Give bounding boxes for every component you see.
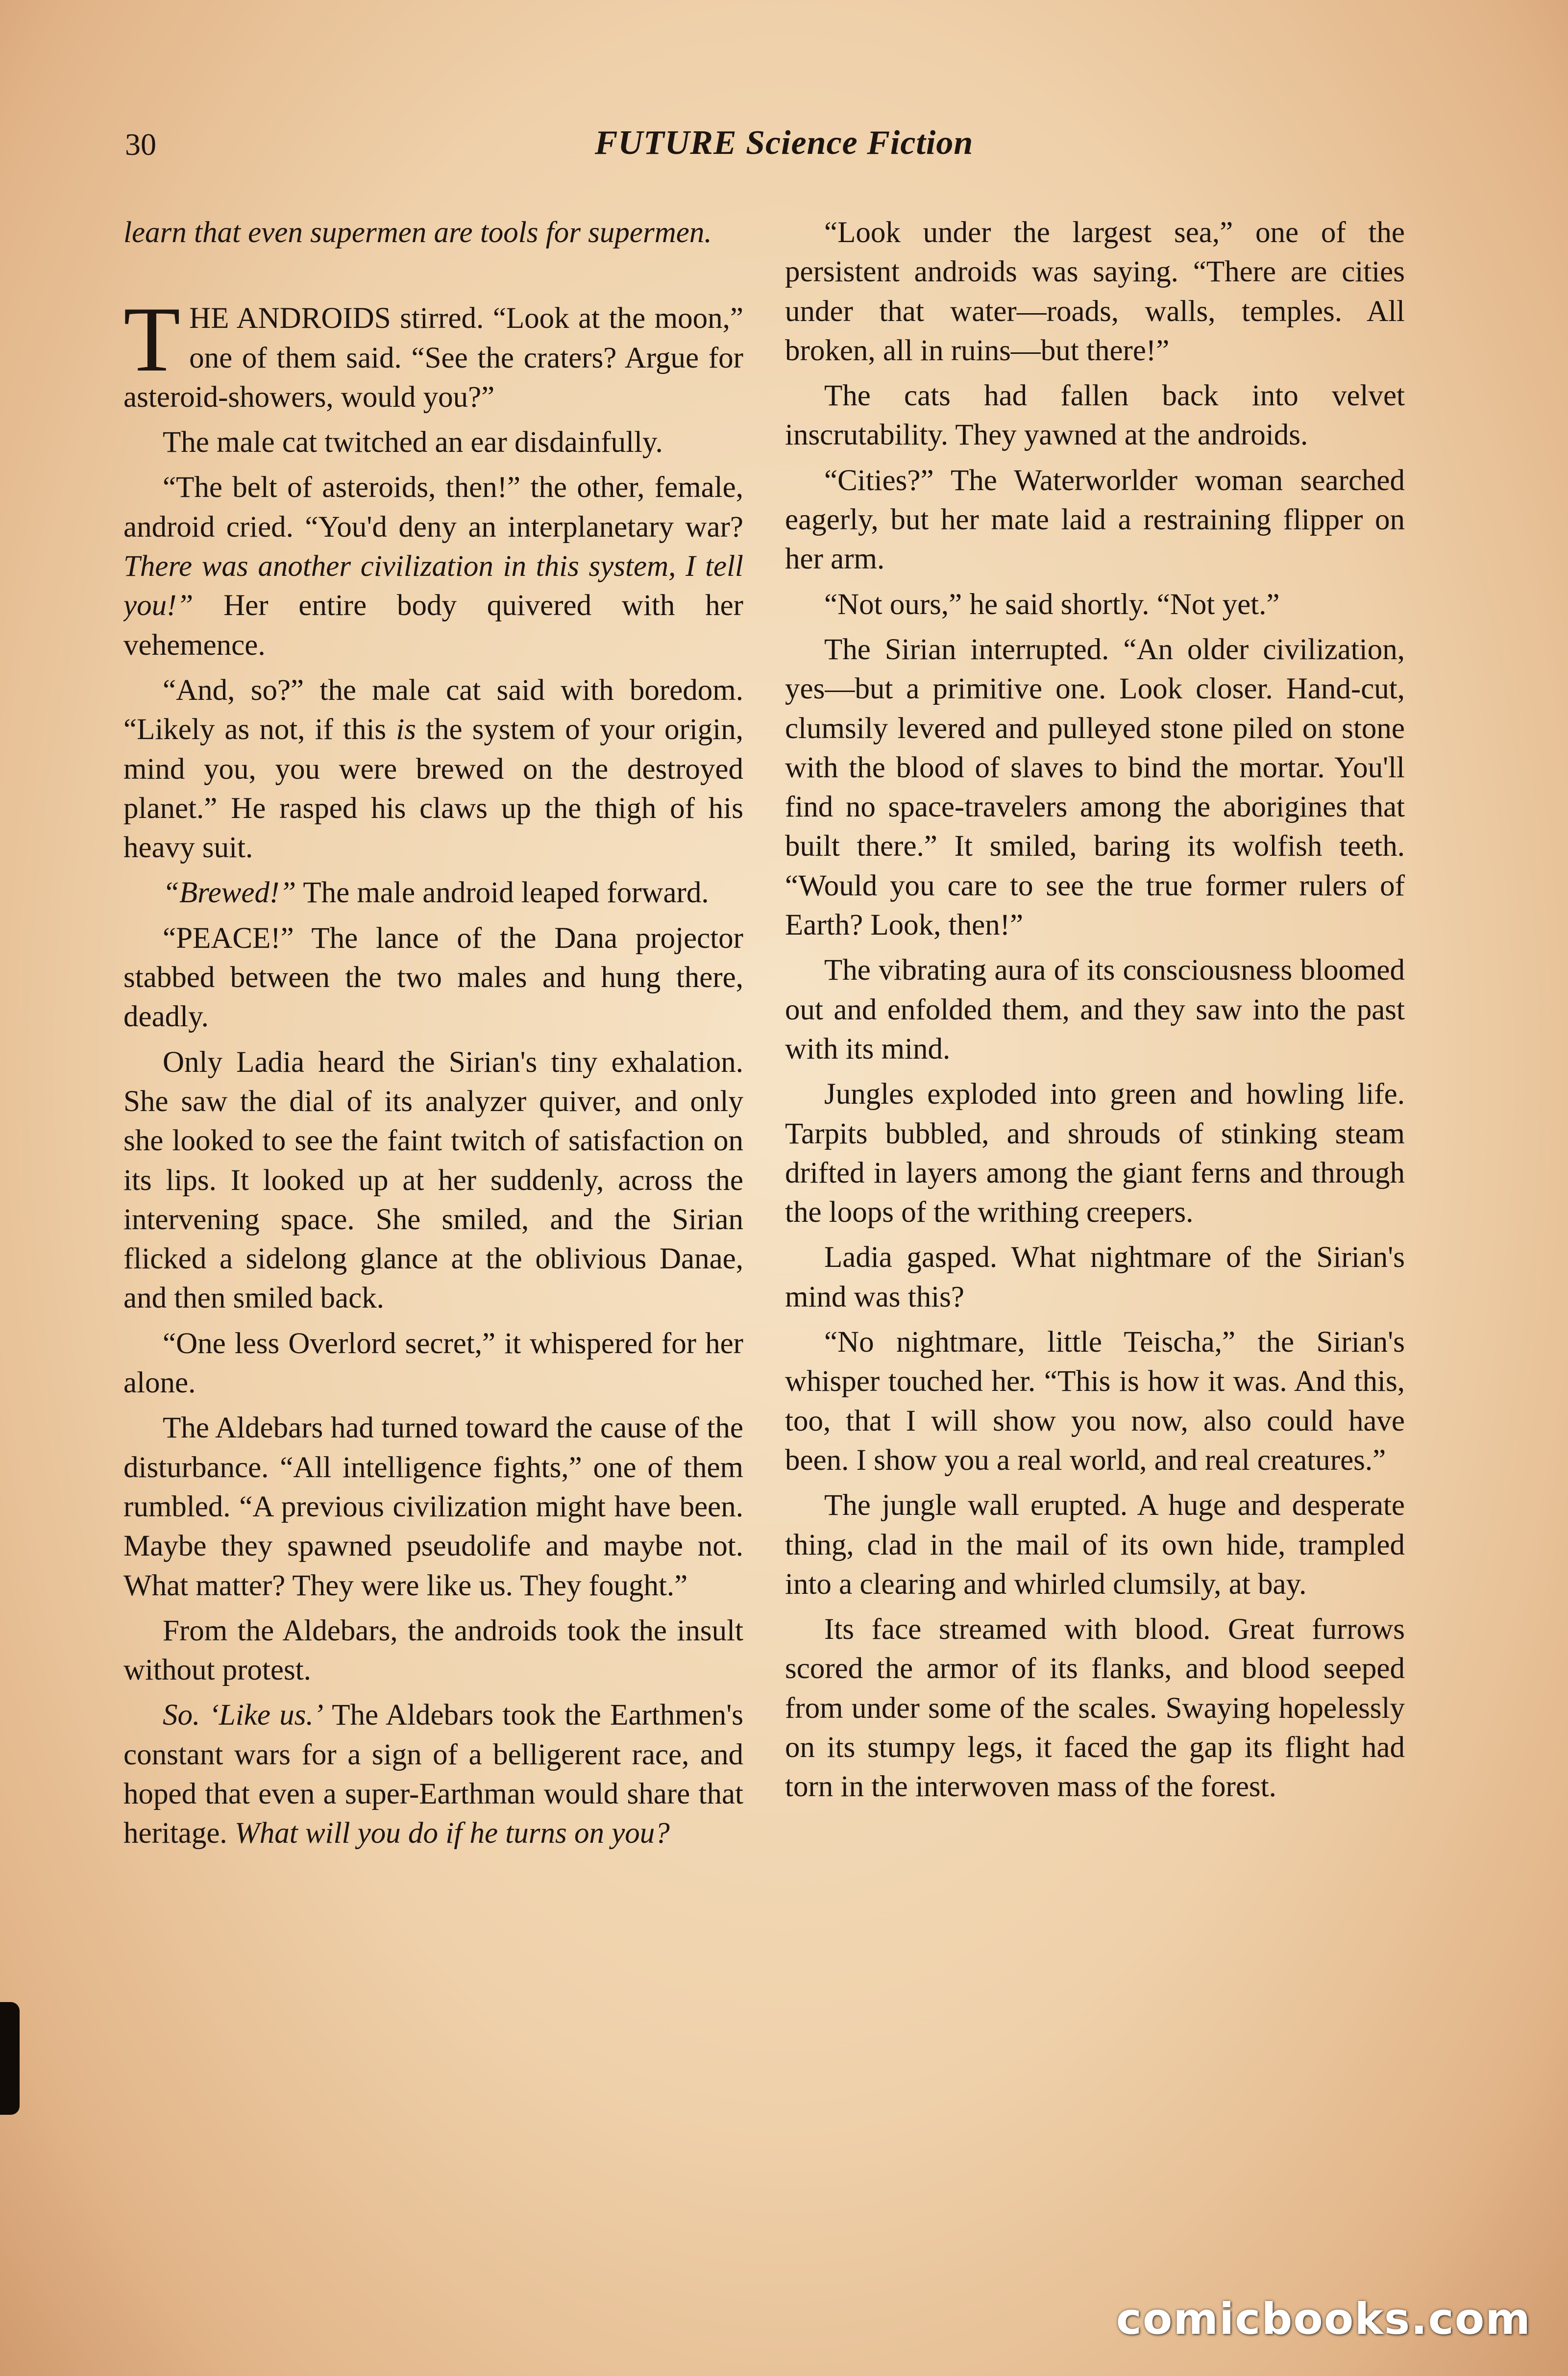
paragraph: “Not ours,” he said shortly. “Not yet.” <box>824 588 1280 621</box>
paragraph: “No nightmare, little Teischa,” the Sirian's whisper touched her. “This is how it was. And this, too, that I will show you now, also could have been. I show you a real world, and real creatures.” <box>785 1326 1405 1477</box>
paragraph: The Aldebars had turned toward the cause of the disturbance. “All intelligence fights,” one of them rumbled. “A previous civilization might have been. Maybe they spawned pseudolife and maybe not. What matter? They were like us. They fought.” <box>123 1411 743 1602</box>
opening-paragraph-text: HE ANDROIDS stirred. “Look at the moon,” one of them said. “See the craters? Argue for asteroid-showers, would you?” <box>123 302 743 414</box>
text-run: Her entire body quivered with her vehemence. <box>123 589 743 662</box>
running-head: FUTURE Science Fiction <box>594 124 974 162</box>
paragraph <box>123 1696 743 1853</box>
italic-text: There was another civilization in this system, I tell you!” <box>123 550 743 622</box>
paragraph: “Cities?” The Waterworlder woman searched eagerly, but her mate laid a restraining flipper on her arm. <box>785 464 1405 576</box>
paragraph: “One less Overlord secret,” it whispered for her alone. <box>123 1327 743 1400</box>
paragraph: The jungle wall erupted. A huge and desperate thing, clad in the mail of its own hide, trampled into a clearing and whirled clumsily, at bay. <box>785 1489 1405 1601</box>
opening-paragraph <box>123 288 743 417</box>
paragraph: “Look under the largest sea,” one of the persistent androids was saying. “There are cities under that water—roads, walls, temples. All broken, all in ruins—but there!” <box>785 216 1405 367</box>
paragraph: Its face streamed with blood. Great furrows scored the armor of its flanks, and blood seeped from under some of the scales. Swaying hopelessly on its stumpy legs, it faced the gap its flight had torn in the interwoven mass of the forest. <box>785 1613 1405 1804</box>
paragraph: Jungles exploded into green and howling life. Tarpits bubbled, and shrouds of stinking steam drifted in layers among the giant ferns and through the loops of the writhing creepers. <box>785 1078 1405 1229</box>
paragraph <box>123 671 743 867</box>
italic-text: So. ‘Like us.’ <box>163 1699 324 1732</box>
italic-text: What will you do if he turns on you? <box>234 1817 670 1850</box>
paragraph: Only Ladia heard the Sirian's tiny exhalation. She saw the dial of its analyzer quiver, and only she looked to see the faint twitch of satisfaction on its lips. It looked up at her suddenly, across the intervening space. She smiled, and the Sirian flicked a sidelong glance at the oblivious Danae, and then smiled back. <box>123 1045 743 1315</box>
italic-text: is <box>396 713 416 746</box>
watermark: comicbooks.com <box>1116 2294 1531 2344</box>
left-column <box>123 213 743 2247</box>
paragraph: Ladia gasped. What nightmare of the Sirian's mind was this? <box>785 1241 1405 1313</box>
paragraph: “PEACE!” The lance of the Dana projector stabbed between the two males and hung there, deadly. <box>123 921 743 1034</box>
paragraph: The vibrating aura of its consciousness bloomed out and enfolded them, and they saw into the past with its mind. <box>785 954 1405 1065</box>
paragraph: The male cat twitched an ear disdainfully. <box>163 426 663 459</box>
text-run: “And, so?” the male cat said with boredom. “Likely as not, if this <box>123 673 743 746</box>
paragraph: The Sirian interrupted. “An older civilization, yes—but a primitive one. Look closer. Hand-cut, clumsily levered and pulleyed stone piled on stone with the blood of slaves to bind the mortar. You'll find no space-travelers among the aborigines that built there.” It smiled, baring its wolfish teeth. “Would you care to see the true former rulers of Earth? Look, then!” <box>785 633 1405 942</box>
paragraph <box>123 873 743 913</box>
paragraph: The cats had fallen back into velvet inscrutability. They yawned at the androids. <box>785 379 1405 452</box>
text-run: “The belt of asteroids, then!” the other, female, android cried. “You'd deny an interplanetary war? <box>123 471 743 544</box>
paragraph <box>123 468 743 665</box>
text-run: the system of your origin, mind you, you were brewed on the destroyed planet.” He rasped his claws up the thigh of his heavy suit. <box>123 713 743 865</box>
binding-mark <box>0 2002 20 2115</box>
right-column <box>785 213 1405 2247</box>
drop-cap: T <box>123 288 181 392</box>
page-number: 30 <box>125 127 156 162</box>
text-run: The Aldebars took the Earthmen's constant wars for a sign of a belligerent race, and hoped that even a super-Earthman would share that heritage. <box>123 1699 743 1850</box>
intro-italic-text: learn that even supermen are tools for supermen. <box>123 216 712 249</box>
text-run: The male android leaped forward. <box>296 876 709 910</box>
italic-text: “Brewed!” <box>163 876 296 910</box>
paragraph: From the Aldebars, the androids took the insult without protest. <box>123 1614 743 1687</box>
